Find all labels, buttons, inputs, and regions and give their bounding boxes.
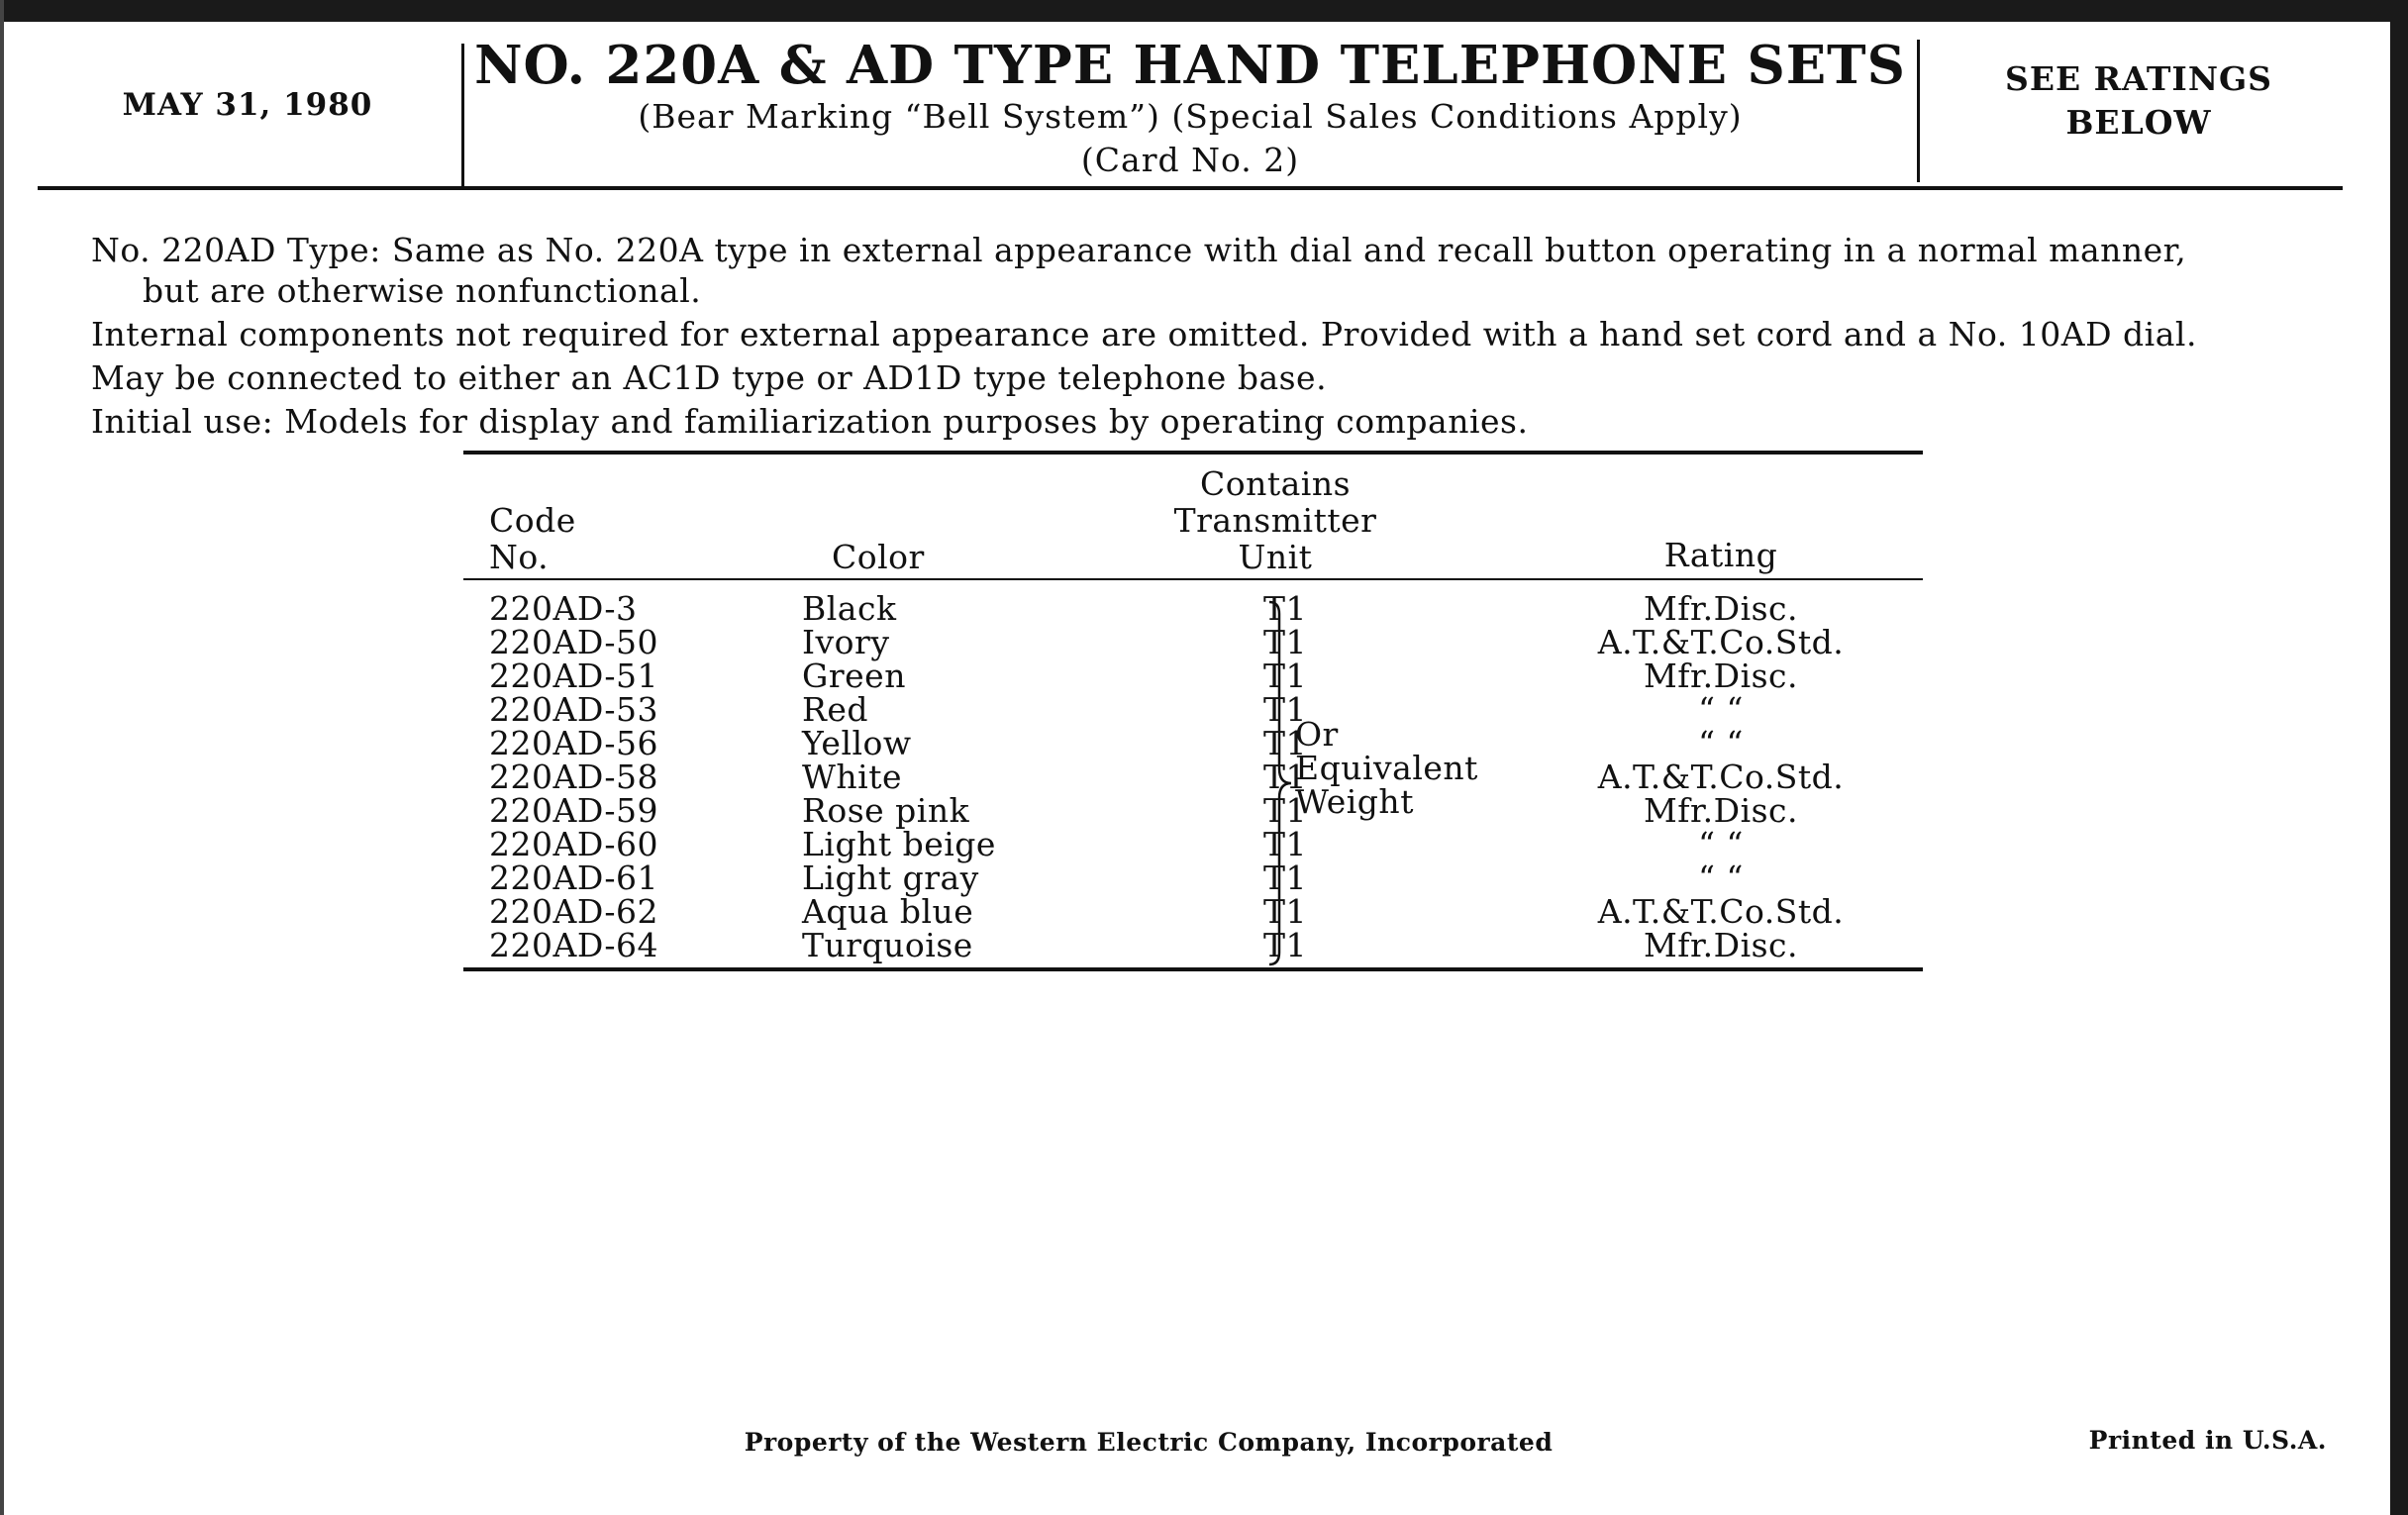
header-unit [1097,465,1454,575]
row-unit: T1 [1262,926,1307,964]
table-top-rule [463,451,1923,454]
row-unit: T1 [1262,825,1307,863]
row-unit: T1 [1262,791,1307,830]
row-code: 220AD-3 [489,589,638,628]
row-code: 220AD-53 [489,690,659,729]
description-para4: Initial use: Models for display and familiarization purposes by operating companies. [91,402,1529,441]
ratings-note [1921,57,2357,145]
scan-top-border [0,0,2408,22]
row-color: Light gray [802,858,979,897]
table-row [463,858,1923,897]
row-code: 220AD-59 [489,791,659,830]
card-header-title-block [465,36,1915,182]
header-rating: Rating [1663,536,1778,574]
description-para3: May be connected to either an AC1D type or AD1D type telephone base. [91,358,1328,397]
row-unit: T1 [1262,724,1307,762]
table-body [463,589,1923,964]
card-title: NO. 220A & AD TYPE HAND TELEPHONE SETS [474,35,1906,96]
row-code: 220AD-64 [489,926,659,964]
scan-right-border [2390,0,2408,1515]
row-rating: Mfr.Disc. [1643,589,1799,628]
row-code: 220AD-56 [489,724,659,762]
row-code: 220AD-58 [489,758,659,796]
row-color: Turquoise [802,926,973,964]
table-row [463,791,1923,830]
row-unit: T1 [1262,858,1307,897]
card-subtitle: (Bear Marking “Bell System”) (Special Sales Conditions Apply) [638,97,1743,136]
row-color: Ivory [802,623,890,661]
row-rating: Mfr.Disc. [1643,656,1799,695]
brace-note-line3: Weight [1295,782,1414,821]
table-header-rule [463,578,1923,580]
row-code: 220AD-50 [489,623,659,661]
row-rating: Mfr.Disc. [1643,791,1799,830]
row-code: 220AD-51 [489,656,659,695]
header-code-line1: Code [489,501,576,540]
row-color: Aqua blue [802,892,974,931]
row-unit: T1 [1262,656,1307,695]
header-unit-line3: Unit [1238,538,1313,576]
row-unit: T1 [1262,623,1307,661]
table-row [463,656,1923,695]
row-rating: “ “ [1698,825,1744,863]
row-rating: Mfr.Disc. [1643,926,1799,964]
table-row [463,623,1923,661]
row-code: 220AD-61 [489,858,659,897]
header-color: Color [832,538,925,576]
row-rating: A.T.&T.Co.Std. [1597,892,1845,931]
brace-note-line1: Or [1295,715,1339,754]
table-row [463,690,1923,729]
row-unit: T1 [1262,892,1307,931]
table-bottom-rule [463,967,1923,971]
row-unit: T1 [1262,758,1307,796]
header-rule [38,186,2343,190]
table-row [463,825,1923,863]
header-code [489,502,576,575]
table-row [463,760,1923,794]
ratings-note-line2: BELOW [2065,103,2212,142]
description-para2: Internal components not required for external appearance are omitted. Provided with a hand set cord and a No. 10AD dial. [91,315,2197,354]
footer-property: Property of the Western Electric Company, Incorporated [744,1428,1554,1457]
scan-left-edge [0,0,4,1515]
row-rating: “ “ [1698,724,1744,762]
footer-printed: Printed in U.S.A. [2088,1426,2327,1455]
row-color: Green [802,656,906,695]
brace-note [1295,715,1478,821]
table-row [463,589,1923,628]
description [91,230,2319,442]
ratings-note-line1: SEE RATINGS [2004,59,2273,98]
row-color: White [802,758,903,796]
row-rating: A.T.&T.Co.Std. [1597,623,1845,661]
header-code-line2: No. [489,538,550,576]
header-unit-line2: Transmitter [1173,501,1377,540]
row-rating: “ “ [1698,858,1744,897]
card-number: (Card No. 2) [1080,141,1300,179]
row-code: 220AD-60 [489,825,659,863]
row-color: Black [802,589,897,628]
header-divider-left [461,44,464,188]
row-unit: T1 [1262,589,1307,628]
description-para1-line2: but are otherwise nonfunctional. [143,271,702,310]
brace-note-line2: Equivalent [1295,749,1478,787]
row-color: Light beige [802,825,996,863]
row-rating: “ “ [1698,690,1744,729]
row-color: Rose pink [802,791,970,830]
row-color: Red [802,690,869,729]
table-row [463,892,1923,931]
card-date: MAY 31, 1980 [122,87,373,123]
header-divider-right [1917,40,1920,182]
row-unit: T1 [1262,690,1307,729]
table-row [463,724,1923,762]
row-code: 220AD-62 [489,892,659,931]
header-unit-line1: Contains [1199,464,1352,503]
row-color: Yellow [802,724,912,762]
table-row [463,926,1923,964]
description-para1-line1: No. 220AD Type: Same as No. 220A type in external appearance with dial and recall button operating in a normal manner, [91,231,2187,269]
code-table [463,451,1923,975]
row-rating: A.T.&T.Co.Std. [1597,758,1845,796]
